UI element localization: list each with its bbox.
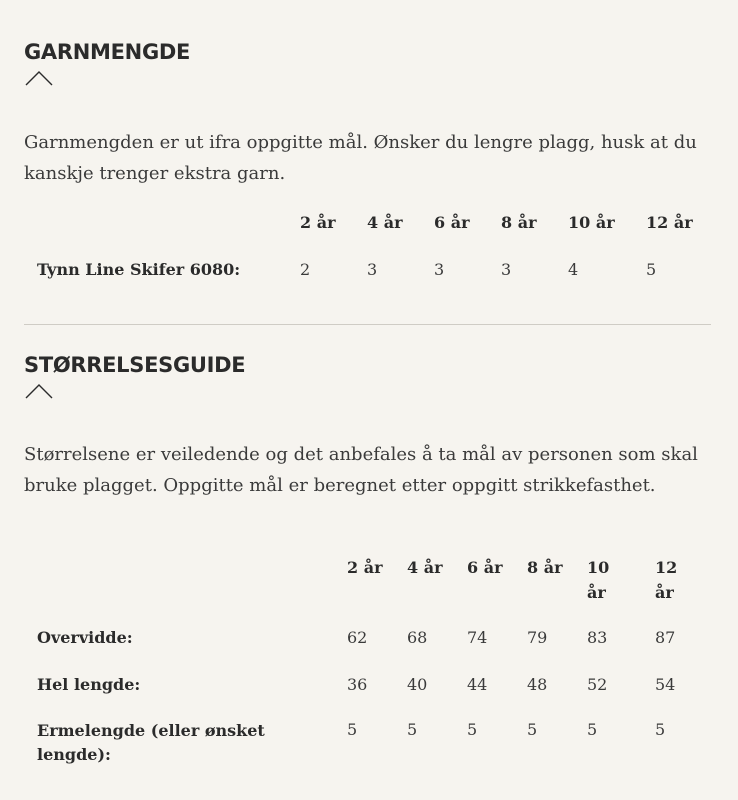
col-header: 6 år bbox=[434, 213, 470, 232]
table-cell: 54 bbox=[655, 675, 676, 694]
col-header: 4 år bbox=[367, 213, 403, 232]
table-cell: 2 bbox=[300, 260, 311, 279]
table-cell: 87 bbox=[655, 628, 676, 647]
table-cell: 5 bbox=[646, 260, 657, 279]
table-cell: 4 bbox=[568, 260, 579, 279]
table-cell: 52 bbox=[587, 675, 608, 694]
garnmengde-description: Garnmengden er ut ifra oppgitte mål. Ønsker du lengre plagg, husk at du kanskje trenger ekstra garn. bbox=[24, 132, 697, 184]
table-cell: 5 bbox=[467, 720, 478, 739]
table-cell: 44 bbox=[467, 675, 488, 694]
table-cell: 68 bbox=[407, 628, 428, 647]
col-header: 12 år bbox=[646, 213, 693, 232]
storrelsesguide-description: Størrelsene er veiledende og det anbefales å ta mål av personen som skal bruke plagget. Oppgitte mål er beregnet etter oppgitt strikkefasthet. bbox=[24, 444, 698, 496]
table-cell: 5 bbox=[407, 720, 418, 739]
chevron-up-icon[interactable] bbox=[25, 70, 53, 86]
table-cell: 3 bbox=[367, 260, 378, 279]
col-header: 8 år bbox=[501, 213, 537, 232]
table-cell: 5 bbox=[347, 720, 358, 739]
col-header: 8 år bbox=[527, 558, 563, 577]
table-cell: 40 bbox=[407, 675, 428, 694]
col-header: 10 år bbox=[587, 558, 610, 602]
row-label: Overvidde: bbox=[37, 628, 133, 647]
table-cell: 36 bbox=[347, 675, 368, 694]
table-cell: 3 bbox=[501, 260, 512, 279]
table-cell: 62 bbox=[347, 628, 368, 647]
table-cell: 5 bbox=[655, 720, 666, 739]
row-label: Tynn Line Skifer 6080: bbox=[37, 260, 241, 279]
row-label: Hel lengde: bbox=[37, 675, 141, 694]
col-header: 12 år bbox=[655, 558, 678, 602]
table-cell: 3 bbox=[434, 260, 445, 279]
table-cell: 79 bbox=[527, 628, 548, 647]
table-cell: 74 bbox=[467, 628, 488, 647]
table-cell: 83 bbox=[587, 628, 608, 647]
row-label: Ermelengde (eller ønsket lengde): bbox=[37, 721, 265, 764]
section-divider bbox=[24, 324, 711, 325]
table-cell: 48 bbox=[527, 675, 548, 694]
garnmengde-heading[interactable]: GARNMENGDE bbox=[24, 40, 191, 64]
col-header: 6 år bbox=[467, 558, 503, 577]
col-header: 2 år bbox=[347, 558, 383, 577]
col-header: 2 år bbox=[300, 213, 336, 232]
table-cell: 5 bbox=[587, 720, 598, 739]
table-cell: 5 bbox=[527, 720, 538, 739]
col-header: 10 år bbox=[568, 213, 615, 232]
col-header: 4 år bbox=[407, 558, 443, 577]
storrelsesguide-heading[interactable]: STØRRELSESGUIDE bbox=[24, 353, 246, 377]
chevron-up-icon[interactable] bbox=[25, 383, 53, 399]
